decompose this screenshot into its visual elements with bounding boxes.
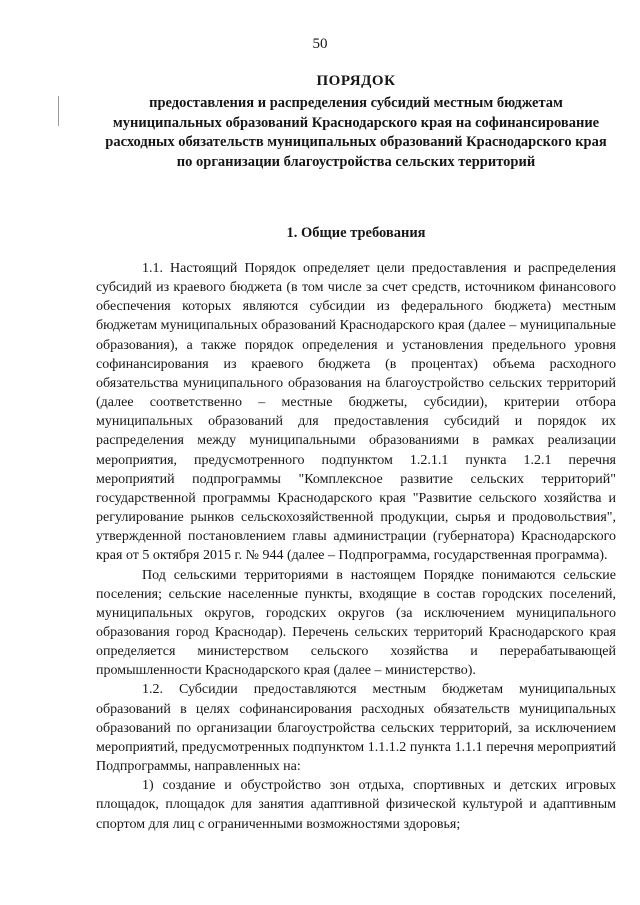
paragraph-1-2: 1.2. Субсидии предоставляются местным бюджетам муниципальных образований в целях софинансирования расходных обязательств муниципальных образований по организации благоустройства сельских территорий, за исключением мероприятий, предусмотренных подпунктом 1.1.1.2 пункта 1.1.1 перечня мероприятий Подпрограммы, направленных на: (96, 682, 616, 775)
paragraph-1-1: 1.1. Настоящий Порядок определяет цели предоставления и распределения субсидий из краевого бюджета (в том числе за счет средств, источником финансового обеспечения которых являются субсидии из федерального бюджета) местным бюджетам муниципальных образований Краснодарского края (далее – муниципальные образования), а также порядок определения и установления предельного уровня софинансирования из краевого бюджета (в процентах) объема расходного обязательства муниципального образования на благоустройство сельских территорий (далее соответственно – местные бюджеты, субсидии), критерии отбора муниципальных образований для предоставления субсидий и порядок их распределения между муниципальными образованиями в рамках реализации мероприятия, предусмотренного подпунктом 1.2.1.1 пункта 1.2.1 перечня мероприятий подпрограммы "Комплексное развитие сельских территорий" государственной программы Краснодарского края "Развитие сельского хозяйства и регулирование рынков сельскохозяйственной продукции, сырья и продовольствия", утвержденной постановлением главы администрации (губернатора) Краснодарского края от 5 октября 2015 г. № 944 (далее – Подпрограмма, государственная программа). (96, 261, 616, 564)
document-subtitle: предоставления и распределения субсидий местным бюджетам муниципальных образований Краснодарского края на софинансирование расходных обязательств муниципальных образований Краснодарского края по организации благоустройства сельских территорий (105, 95, 607, 170)
scan-mark (58, 96, 59, 126)
page-number: 50 (312, 36, 328, 52)
paragraph-item-1: 1) создание и обустройство зон отдыха, спортивных и детских игровых площадок, площадок для занятия адаптивной физической культурой и адаптивным спортом для лиц с ограниченными возможностями здоровья; (96, 778, 616, 832)
document-body (96, 259, 616, 834)
title-block (96, 72, 616, 172)
paragraph-rural-territories: Под сельскими территориями в настоящем Порядке понимаются сельские поселения; сельские населенные пункты, входящие в состав городских поселений, муниципальных округов, городских округов (за исключением муниципального образования город Краснодар). Перечень сельских территорий Краснодарского края определяется министерством сельского хозяйства и перерабатывающей промышленности Краснодарского края (далее – министерство). (96, 567, 616, 679)
section-heading: 1. Общие требования (286, 225, 426, 241)
document-title: ПОРЯДОК (316, 73, 396, 89)
